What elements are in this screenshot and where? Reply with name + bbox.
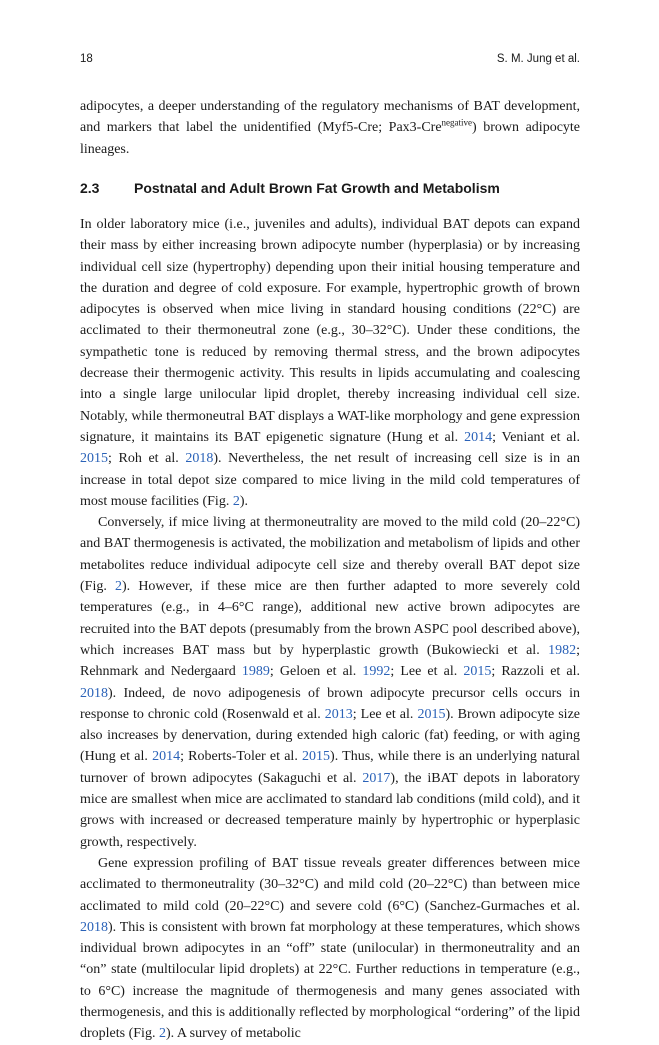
citation-link[interactable]: 2015	[417, 706, 446, 722]
intro-paragraph	[80, 96, 580, 160]
superscript-negative: negative	[441, 117, 473, 128]
citation-link[interactable]: 2014	[152, 749, 181, 765]
figure-link[interactable]: 2	[115, 579, 122, 595]
citation-link[interactable]: 2015	[302, 749, 331, 765]
citation-link[interactable]: 2017	[362, 770, 391, 786]
citation-link[interactable]: 2018	[185, 451, 214, 467]
citation-link[interactable]: 2015	[80, 451, 108, 467]
citation-link[interactable]: 2014	[464, 429, 493, 445]
text-run: ). However, if these mice are then further adapted to more severely cold temperatures (e.g., in 4–6°C range), additional new active brown adipocytes are recruited into the BAT depots (presumably from the brown ASPC pool described above), which increases BAT mass but by hyperplastic growth (Bukowiecki et al.	[80, 579, 580, 658]
figure-link[interactable]: 2	[158, 1026, 166, 1042]
text-run: ).	[239, 493, 248, 509]
text-run: ; Geloen et al.	[269, 664, 363, 680]
citation-link[interactable]: 1992	[362, 664, 391, 680]
citation-link[interactable]: 1982	[548, 642, 577, 658]
figure-link[interactable]: 2	[232, 493, 240, 509]
intro-text: adipocytes, a deeper understanding of the regulatory mechanisms of BAT development, and markers that label the unidentified (Myf5-Cre; Pax3-Cre	[80, 99, 580, 136]
paragraph-3	[80, 853, 580, 1045]
text-run: ; Veniant et al.	[492, 429, 580, 445]
text-run: ; Roberts-Toler et al.	[180, 749, 303, 765]
text-run: ; Lee et al.	[390, 664, 464, 680]
text-run: ; Rehnmark and Nedergaard	[80, 642, 580, 680]
paragraph-2	[80, 512, 580, 853]
section-heading	[80, 180, 580, 196]
citation-link[interactable]: 1989	[241, 664, 270, 680]
paragraph-1	[80, 214, 580, 512]
text-run: ). Brown adipocyte size also increases by denervation, during extended high caloric (fat) feeding, or with aging (Hung et al.	[80, 706, 580, 765]
text-run: ). Nevertheless, the net result of increasing cell size is in an increase in total depot size compared to mice living in the mild cold temperatures of most mouse facilities (Fig.	[80, 451, 581, 509]
section-title: Postnatal and Adult Brown Fat Growth and Metabolism	[134, 180, 500, 196]
text-run: Conversely, if mice living at thermoneutrality are moved to the mild cold (20–22°C) and BAT thermogenesis is activated, the mobilization and metabolism of lipids and other metabolites reduce individual adipocyte cell size and thereby overall BAT depot size (Fig.	[80, 515, 580, 595]
text-run: Gene expression profiling of BAT tissue reveals greater differences between mice acclimated to thermoneutrality (30–32°C) and mild cold (20–22°C) than between mice acclimated to mild cold (20–22°C) and severe cold (6°C) (Sanchez-Gurmaches et al.	[80, 855, 580, 914]
text-run: ; Lee et al.	[352, 706, 418, 722]
text-run: ). Indeed, de novo adipogenesis of brown adipocyte precursor cells occurs in response to chronic cold (Rosenwald et al.	[80, 685, 580, 722]
text-run: ). Thus, while there is an underlying natural turnover of brown adipocytes (Sakaguchi et al.	[80, 749, 580, 786]
text-run: ). A survey of metabolic	[165, 1026, 301, 1042]
text-run: ), the iBAT depots in laboratory mice are smallest when mice are acclimated to standard lab conditions (mild cold), and it grows with increased or decreased temperature mainly by hypertrophic or hyperplasic growth, respectively.	[80, 770, 581, 850]
citation-link[interactable]: 2018	[80, 919, 108, 935]
running-head	[80, 53, 580, 69]
section-number: 2.3	[80, 180, 100, 196]
text-run: ; Roh et al.	[108, 451, 186, 467]
intro-text-end: ) brown adipocyte lineages.	[80, 120, 581, 157]
citation-link[interactable]: 2018	[80, 685, 108, 701]
section-body	[80, 214, 580, 1045]
citation-link[interactable]: 2013	[324, 706, 353, 722]
text-run: ; Razzoli et al.	[491, 664, 581, 680]
citation-link[interactable]: 2015	[463, 664, 492, 680]
page-number: 18	[80, 53, 93, 65]
text-run: ). This is consistent with brown fat morphology at these temperatures, which shows individual brown adipocytes in an “off” state (unilocular) in thermoneutrality and an “on” state (multilocular lipid droplets) at 22°C. Further reductions in temperature (e.g., to 6°C) increase the magnitude of thermogenesis and many genes associated with thermogenesis, and this is additionally reflected by morphological “ordering” of the lipid droplets (Fig.	[80, 919, 580, 1042]
running-head-authors: S. M. Jung et al.	[496, 53, 580, 65]
text-run: In older laboratory mice (i.e., juveniles and adults), individual BAT depots can expand their mass by either increasing brown adipocyte number (hyperplasia) or by increasing individual cell size (hypertrophy) depending upon their initial housing temperature and the duration and degree of cold exposure. For example, hypertrophic growth of brown adipocytes is observed when mice living in standard housing conditions (22°C) are acclimated to their thermoneutral zone (e.g., 30–32°C). Under these conditions, the sympathetic tone is reduced by removing thermal stress, and the brown adipocytes decrease their thermogenic activity. This results in lipids accumulating and coalescing into a single large unilocular lipid droplet, thereby increasing individual cell size. Notably, while thermoneutral BAT displays a WAT-like morphology and gene expression signature, it maintains its BAT epigenetic signature (Hung et al.	[80, 217, 580, 445]
